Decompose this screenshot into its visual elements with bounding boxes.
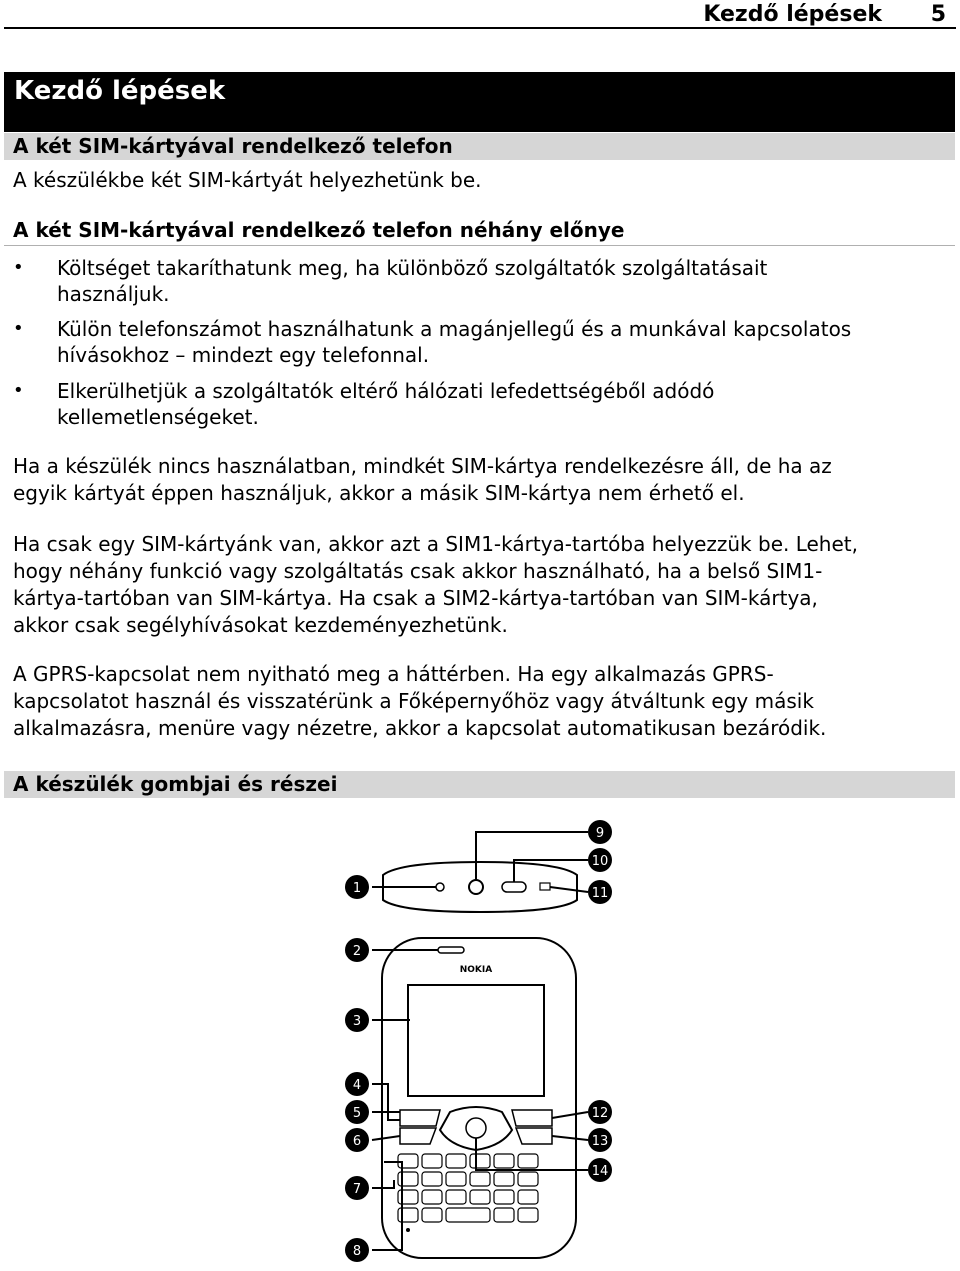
microphone-icon [406,1228,410,1232]
keyboard-key [518,1172,538,1186]
callout-1 [345,875,369,899]
benefits-subheading: A két SIM-kártyával rendelkező telefon néhány előnye [13,218,625,242]
bullet-line: kellemetlenségeket. [57,405,259,429]
keyboard-key [518,1154,538,1168]
bullet-marker: • [13,318,24,339]
bullet-line: Elkerülhetjük a szolgáltatók eltérő hálózati lefedettségéből adódó [57,379,715,403]
callout-label: 3 [352,1014,362,1029]
bullet-line: hívásokhoz – mindezt egy telefonnal. [57,343,430,367]
callout-10 [588,848,612,872]
left-selection-key [400,1110,440,1126]
paragraph-gprs [13,661,953,742]
callout-label: 8 [352,1244,362,1259]
paragraph-line: Ha csak egy SIM-kártyánk van, akkor azt a SIM1-kártya-tartóba helyezzük be. Lehet, [13,532,858,556]
select-key [466,1118,486,1138]
chapter-title-bar [4,72,955,132]
paragraph-sim-availability [13,453,953,507]
section-keys-parts-heading [4,771,955,798]
keyboard-key [470,1154,490,1168]
callout-13 [588,1128,612,1152]
section-dual-sim-heading [4,133,955,160]
callout-2 [345,938,369,962]
keyboard-key [446,1172,466,1186]
keyboard-key [422,1208,442,1222]
callout-label: 12 [591,1106,609,1121]
callout-label: 13 [591,1134,609,1149]
bullet-line: Külön telefonszámot használhatunk a magánjellegű és a munkával kapcsolatos [57,317,852,341]
paragraph-line: kapcsolatot használ és visszatérünk a Főképernyőhöz vagy átváltunk egy másik [13,689,814,713]
callout-7 [345,1176,369,1200]
keyboard-key [446,1190,466,1204]
bullet-item [57,316,947,368]
paragraph-line: Ha a készülék nincs használatban, mindkét SIM-kártya rendelkezésre áll, de ha az [13,454,832,478]
keyboard-key [422,1154,442,1168]
device-figure [0,810,960,1271]
section-keys-parts-title: A készülék gombjai és részei [13,772,338,796]
callout-4 [345,1072,369,1096]
keyboard-key [494,1190,514,1204]
bullet-line: használjuk. [57,282,170,306]
callout-label: 4 [352,1078,362,1093]
paragraph-line: egyik kártyát éppen használjuk, akkor a másik SIM-kártya nem érhető el. [13,481,745,505]
callout-6 [345,1128,369,1152]
callout-label: 7 [352,1182,362,1197]
keyboard-key [494,1208,514,1222]
keyboard-key [494,1172,514,1186]
callout-label: 14 [591,1164,609,1179]
paragraph-line: akkor csak segélyhívásokat kezdeményezhetünk. [13,613,508,637]
callout-3 [345,1008,369,1032]
callout-label: 11 [591,886,609,901]
callout-8 [345,1238,369,1262]
right-selection-key [512,1110,552,1126]
keyboard-key [422,1172,442,1186]
callout-11 [588,880,612,904]
callout-label: 6 [352,1134,362,1149]
brand-logo: NOKIA [459,965,493,975]
bullet-item [57,378,947,430]
callout-5 [345,1100,369,1124]
call-key [400,1128,436,1144]
display-screen [408,985,544,1096]
bullet-marker: • [13,257,24,278]
end-key [516,1128,552,1144]
keyboard-key [470,1172,490,1186]
callout-9 [588,820,612,844]
paragraph-line: A GPRS-kapcsolat nem nyitható meg a háttérben. Ha egy alkalmazás GPRS- [13,662,774,686]
callout-14 [588,1158,612,1182]
bullet-item [57,255,947,307]
callout-label: 10 [591,854,609,869]
paragraph-single-sim [13,531,953,639]
callout-label: 9 [595,826,605,841]
callout-label: 5 [352,1106,362,1121]
space-key [446,1208,490,1222]
bullet-marker: • [13,380,24,401]
keyboard-key [518,1190,538,1204]
chapter-title: Kezdő lépések [14,76,226,106]
page-number: 5 [930,2,946,27]
running-title: Kezdő lépések [703,2,882,27]
page-header [0,0,960,30]
paragraph-line: alkalmazásra, menüre vagy nézetre, akkor a kapcsolat automatikusan bezáródik. [13,716,827,740]
header-rule [4,27,956,29]
subheading-rule [4,245,955,246]
callout-label: 2 [352,944,362,959]
keyboard-key [470,1190,490,1204]
keyboard-key [446,1154,466,1168]
callout-12 [588,1100,612,1124]
section-intro: A készülékbe két SIM-kártyát helyezhetünk be. [13,168,482,192]
section-dual-sim-title: A két SIM-kártyával rendelkező telefon [13,134,453,158]
paragraph-line: kártya-tartóban van SIM-kártya. Ha csak a SIM2-kártya-tartóban van SIM-kártya, [13,586,818,610]
keyboard-key [494,1154,514,1168]
callout-label: 1 [352,881,362,896]
bullet-line: Költséget takaríthatunk meg, ha különböző szolgáltatók szolgáltatásait [57,256,768,280]
keyboard-key [422,1190,442,1204]
keyboard-key [518,1208,538,1222]
paragraph-line: hogy néhány funkció vagy szolgáltatás csak akkor használható, ha a belső SIM1- [13,559,823,583]
